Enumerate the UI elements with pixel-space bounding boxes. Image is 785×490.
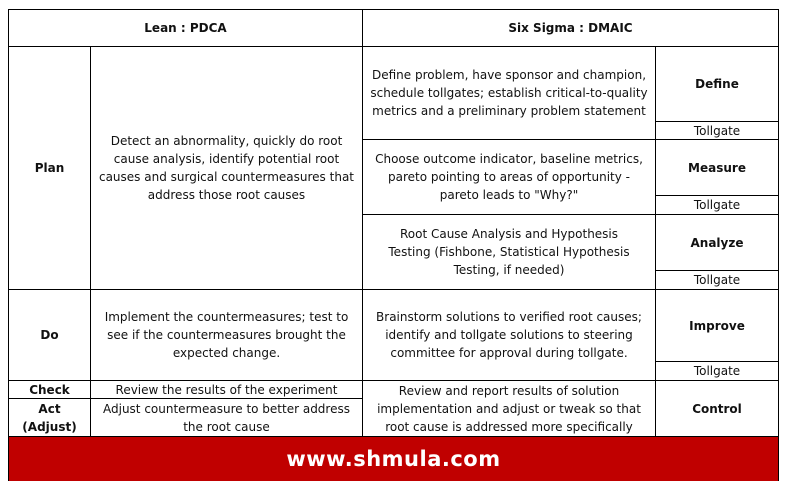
phase-control: Control: [692, 401, 742, 416]
website-url-text: www.shmula.com: [286, 447, 501, 471]
dmaic-analyze-description: Root Cause Analysis and Hypothesis Testing (Fishbone, Statistical Hypothesis Testing, if needed): [388, 227, 630, 277]
tollgate-define: Tollgate: [693, 123, 741, 138]
lean-act-description: Adjust countermeasure to better address the root cause: [103, 401, 350, 434]
lean-plan-description: Detect an abnormality, quickly do root cause analysis, identify potential root causes and surgical countermeasures that address those root causes: [98, 134, 354, 202]
tollgate-analyze: Tollgate: [693, 273, 741, 287]
phase-define: Define: [695, 77, 739, 91]
header-lean-pdca: Lean : PDCA: [144, 21, 227, 35]
row-label-do: Do: [40, 328, 59, 342]
phase-analyze: Analyze: [690, 235, 744, 250]
dmaic-define-description: Define problem, have sponsor and champion, schedule tollgates; establish critical-to-quality metrics and a preliminary problem statement: [370, 68, 648, 118]
row-label-check: Check: [29, 382, 70, 397]
row-label-plan: Plan: [34, 161, 65, 175]
website-banner: [9, 437, 778, 481]
lean-check-description: Review the results of the experiment: [115, 382, 338, 397]
dmaic-improve-description: Brainstorm solutions to verified root causes; identify and tollgate solutions to steering committee for approval during tollgate.: [376, 310, 642, 360]
dmaic-measure-description: Choose outcome indicator, baseline metrics, pareto pointing to areas of opportunity - pareto leads to "Why?": [375, 152, 643, 202]
phase-improve: Improve: [689, 318, 745, 333]
header-six-sigma-dmaic: Six Sigma : DMAIC: [508, 21, 633, 35]
tollgate-measure: Tollgate: [693, 198, 741, 212]
lean-do-description: Implement the countermeasures; test to see if the countermeasures brought the expected change.: [104, 310, 349, 360]
row-label-act: Act (Adjust): [22, 401, 77, 434]
tollgate-improve: Tollgate: [693, 364, 741, 378]
dmaic-control-description: Review and report results of solution implementation and adjust or tweak so that root cause is addressed more specifically: [377, 383, 641, 434]
phase-measure: Measure: [688, 160, 746, 175]
